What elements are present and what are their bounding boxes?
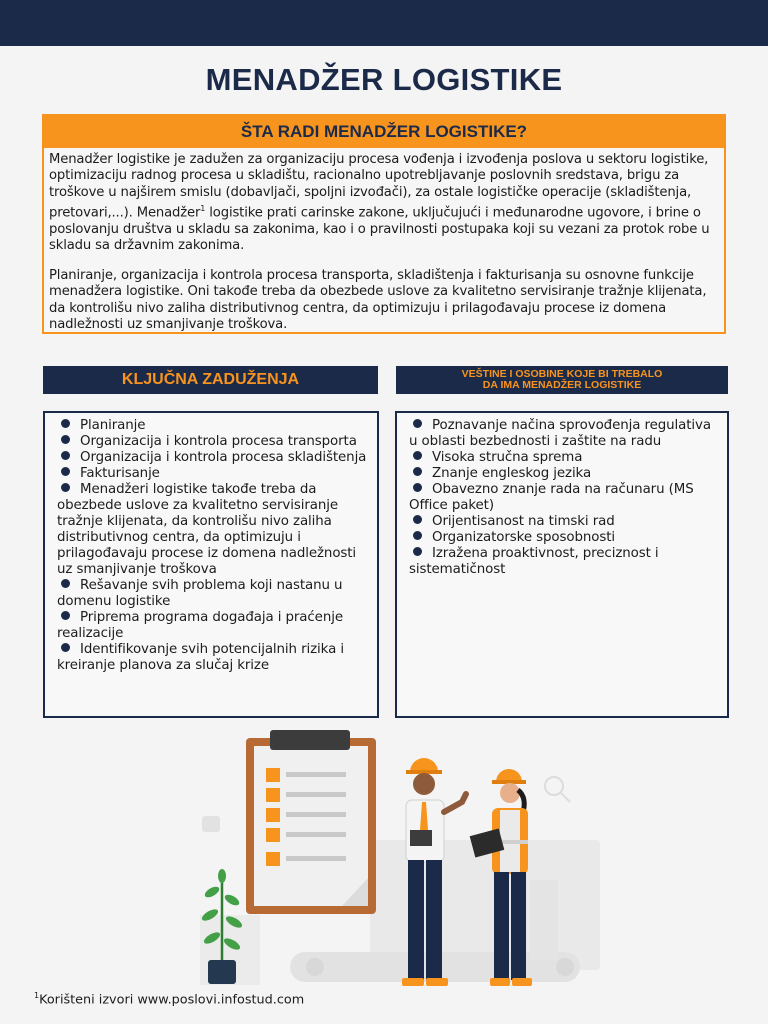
list-item: Poznavanje načina sprovođenja regulativa u oblasti bezbednosti i zaštite na radu (409, 418, 711, 449)
bullet-icon (61, 435, 70, 444)
intro-body (44, 148, 724, 333)
bullet-icon (61, 467, 70, 476)
list-item: Obavezno znanje rada na računaru (MS Office paket) (409, 482, 694, 513)
skills-heading: VEŠTINE I OSOBINE KOJE BI TREBALO DA IMA MENADŽER LOGISTIKE (396, 366, 728, 394)
list-item: Planiranje (57, 418, 371, 434)
duties-list (57, 418, 371, 674)
bullet-icon (61, 483, 70, 492)
list-item: Identifikovanje svih potencijalnih rizika i kreiranje planova za slučaj krize (57, 642, 344, 673)
bullet-icon (413, 483, 422, 492)
bullet-icon (61, 611, 70, 620)
clipboard-icon (246, 730, 376, 914)
bullet-icon (61, 419, 70, 428)
intro-section (42, 114, 726, 334)
skills-box (395, 411, 729, 718)
intro-paragraph-1: Menadžer logistike je zadužen za organizaciju procesa vođenja i izvođenja poslova u sektoru logistike, optimizaciju radnog procesa u skladištu, racionalno upotrebljavanje poslovnih sredstava, brigu za troškove u najširem smislu (dobavljači, spoljni izvođači), za ostale logističke operacije (skladištenja, pretovari,...). Menadžer$^1$ logistike prati carinske zakone, uključujući i međunarodne ugovore, i brine o poslovanju društva u skladu sa zakonima, kao i o pravilnosti postupaka koji su vezani za protok robe u skladu sa državnim zakonima. (49, 152, 710, 253)
bullet-icon (413, 547, 422, 556)
bullet-icon (61, 643, 70, 652)
list-item: Organizatorske sposobnosti (409, 530, 721, 546)
list-item: Izražena proaktivnost, preciznost i sistematičnost (409, 546, 659, 577)
footnote-marker: 1 (200, 203, 206, 213)
list-item: Priprema programa događaja i praćenje realizacije (57, 610, 343, 641)
bullet-icon (61, 451, 70, 460)
list-item: Organizacija i kontrola procesa transporta (57, 434, 371, 450)
footnote: $^1$Korišteni izvori www.poslovi.infostud.com (34, 991, 305, 1008)
top-banner (0, 0, 768, 46)
list-item: Fakturisanje (57, 466, 371, 482)
intro-heading: ŠTA RADI MENADŽER LOGISTIKE? (44, 116, 724, 148)
bullet-icon (413, 451, 422, 460)
list-item: Organizacija i kontrola procesa skladištenja (57, 450, 371, 466)
list-item: Visoka stručna sprema (409, 450, 721, 466)
intro-paragraph-2: Planiranje, organizacija i kontrola procesa transporta, skladištenja i fakturisanja su osnovne funkcije menadžera logistike. Oni takođe treba da obezbede uslove za kvalitetno servisiranje tražnje klijenata, da kontrolišu nivo zaliha distributivnog centra, da optimizuju i prilagođavaju procese iz domena nadležnosti uz smanjivanje troškova. (49, 268, 707, 333)
bullet-icon (413, 531, 422, 540)
page-title: MENADŽER LOGISTIKE (205, 62, 563, 97)
bullet-icon (61, 579, 70, 588)
list-item: Znanje engleskog jezika (409, 466, 721, 482)
bullet-icon (413, 515, 422, 524)
skills-list (409, 418, 721, 578)
bullet-icon (413, 419, 422, 428)
duties-box (43, 411, 379, 718)
bullet-icon (413, 467, 422, 476)
list-item: Orijentisanost na timski rad (409, 514, 721, 530)
logistics-illustration (170, 730, 610, 1000)
list-item: Menadžeri logistike takođe treba da obezbede uslove za kvalitetno servisiranje tražnje klijenata, da kontrolišu nivo zaliha distributivnog centra, da optimizuju i prilagođavaju procese iz domena nadležnosti uz smanjivanje troškova (57, 482, 357, 577)
list-item: Rešavanje svih problema koji nastanu u domenu logistike (57, 578, 343, 609)
duties-heading: KLJUČNA ZADUŽENJA (43, 366, 378, 394)
